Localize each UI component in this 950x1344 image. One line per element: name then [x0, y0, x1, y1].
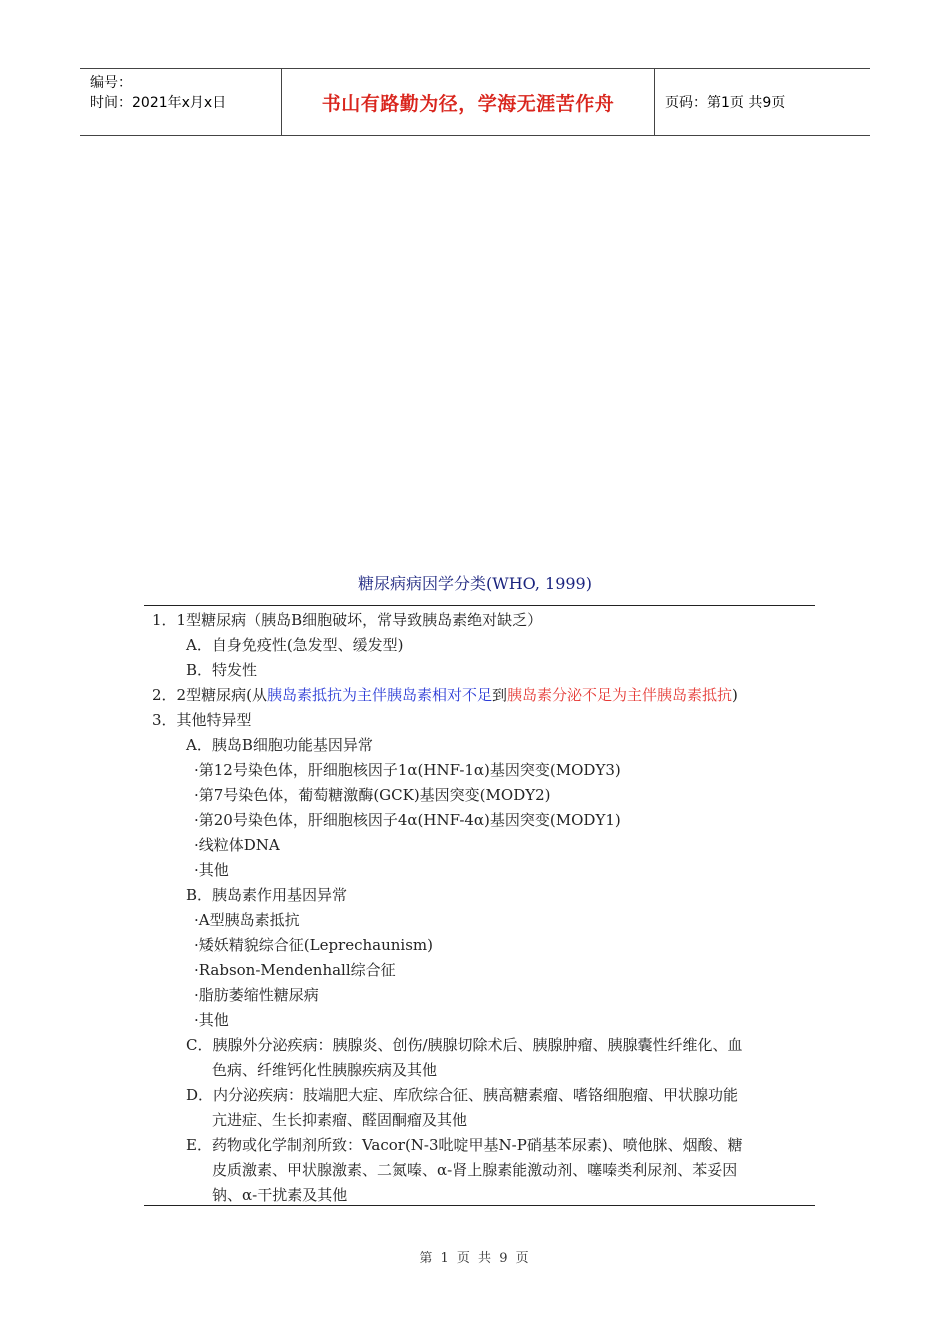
item-3e [144, 1133, 815, 1208]
item-3b-3: ·Rabson-Mendenhall综合征 [194, 961, 396, 979]
item-type2 [144, 683, 815, 708]
item-type3: 3．其他特异型 [152, 711, 252, 729]
item-3a-1: ·第12号染色体，肝细胞核因子1α(HNF-1α)基因突变(MODY3) [194, 761, 621, 779]
item-type1-a: A．自身免疫性(急发型、缓发型) [186, 636, 404, 654]
table-bottom-rule [144, 1205, 815, 1206]
item-3b-1: ·A型胰岛素抵抗 [194, 911, 300, 929]
type2-blue-text: 胰岛素抵抗为主伴胰岛素相对不足 [266, 686, 492, 704]
item-3d-line1: D．内分泌疾病：肢端肥大症、库欣综合征、胰高糖素瘤、嗜铬细胞瘤、甲状腺功能 [186, 1086, 739, 1104]
item-3a-3: ·第20号染色体，肝细胞核因子4α(HNF-4α)基因突变(MODY1) [194, 811, 621, 829]
type2-suffix: ) [732, 686, 738, 704]
item-3b-5: ·其他 [194, 1011, 229, 1029]
item-3b: B．胰岛素作用基因异常 [186, 886, 348, 904]
type2-prefix: 2．2型糖尿病(从 [152, 686, 267, 704]
item-3e-line1: E．药物或化学制剂所致：Vacor(N-3吡啶甲基N-P硝基苯尿素)、喷他脒、烟酸、糖 [186, 1136, 743, 1154]
item-3a-5: ·其他 [194, 861, 229, 879]
item-type1-b: B．特发性 [186, 661, 258, 679]
item-3e-line2: 皮质激素、甲状腺激素、二氮嗪、α-肾上腺素能激动剂、噻嗪类利尿剂、苯妥因 [212, 1161, 738, 1179]
number-label: 编号： [90, 75, 132, 91]
type2-mid: 到 [491, 686, 507, 704]
item-3b-4: ·脂肪萎缩性糖尿病 [194, 986, 319, 1004]
document-title: 糖尿病病因学分类(WHO, 1999) [358, 574, 592, 593]
header-page-label: 页码：第1页 共9页 [665, 95, 786, 111]
table-top-rule [144, 605, 815, 606]
item-3c-line1: C．胰腺外分泌疾病：胰腺炎、创伤/胰腺切除术后、胰腺肿瘤、胰腺囊性纤维化、血 [186, 1036, 743, 1054]
item-3c [144, 1033, 815, 1083]
header-meta [80, 69, 282, 135]
item-3a-4: ·线粒体DNA [194, 836, 280, 854]
page-header [80, 68, 870, 136]
type2-red-text: 胰岛素分泌不足为主伴胰岛素抵抗 [506, 686, 732, 704]
item-3a: A．胰岛B细胞功能基因异常 [186, 736, 373, 754]
item-3d [144, 1083, 815, 1133]
item-3e-line3: 钠、α-干扰素及其他 [212, 1186, 348, 1204]
item-3a-2: ·第7号染色体，葡萄糖激酶(GCK)基因突变(MODY2) [194, 786, 551, 804]
item-3c-line2: 色病、纤维钙化性胰腺疾病及其他 [212, 1061, 438, 1079]
classification-list [144, 608, 815, 1208]
item-3d-line2: 亢进症、生长抑素瘤、醛固酮瘤及其他 [212, 1111, 468, 1129]
item-3b-2: ·矮妖精貌综合征(Leprechaunism) [194, 936, 434, 954]
item-type1: 1．1型糖尿病（胰岛B细胞破坏，常导致胰岛素绝对缺乏） [152, 611, 543, 629]
time-label: 时间：2021年x月x日 [90, 95, 227, 111]
page-footer: 第 1 页 共 9 页 [419, 1251, 531, 1266]
header-motto: 书山有路勤为径，学海无涯苦作舟 [282, 69, 655, 135]
